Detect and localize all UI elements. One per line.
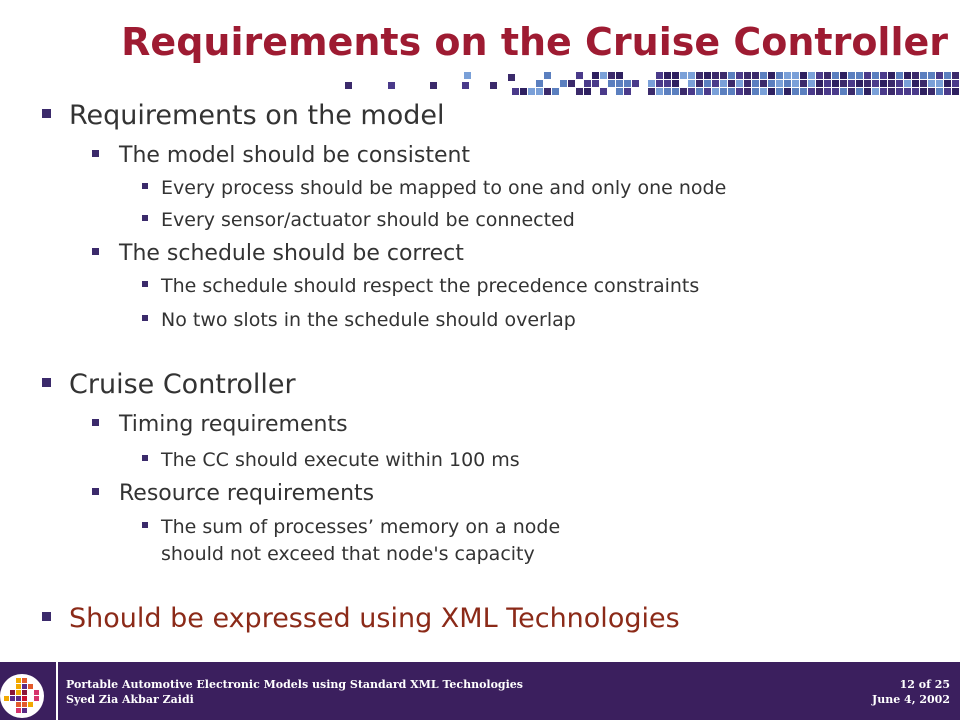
bullet-item [142, 514, 560, 568]
bullet-marker-icon [42, 378, 51, 387]
bullet-text: Every process should be mapped to one and only one node [161, 177, 727, 199]
bullet-text: The model should be consistent [119, 143, 471, 168]
bullet-marker-icon [42, 109, 51, 118]
footer-left [66, 677, 523, 707]
bullet-text: Resource requirements [119, 481, 375, 506]
bullet-marker-icon [92, 419, 99, 426]
bullet-marker-icon [142, 215, 148, 221]
bullet-marker-icon [142, 183, 148, 189]
bullet-item [42, 100, 444, 131]
footer-divider [56, 662, 58, 720]
presentation-date: June 4, 2002 [872, 693, 950, 706]
bullet-item [92, 143, 470, 168]
footer-right [872, 677, 950, 707]
bullet-item [92, 481, 374, 506]
footer-bar [0, 662, 960, 720]
bullet-item [142, 449, 520, 471]
bullet-text: Timing requirements [119, 412, 348, 437]
bullet-marker-icon [92, 248, 99, 255]
bullet-item [142, 209, 575, 231]
bullet-item-highlight [42, 603, 680, 634]
bullet-text: No two slots in the schedule should overlap [161, 309, 576, 331]
bullet-text: The schedule should be correct [119, 241, 464, 266]
bullet-marker-icon [142, 281, 148, 287]
bullet-text: The CC should execute within 100 ms [161, 449, 520, 471]
page-number: 12 of 25 [899, 678, 950, 691]
bullet-text: Every sensor/actuator should be connected [161, 209, 575, 231]
bullet-item [92, 412, 348, 437]
bullet-marker-icon [92, 150, 99, 157]
logo-icon [0, 662, 56, 720]
presentation-title: Portable Automotive Electronic Models using Standard XML Technologies [66, 678, 523, 691]
bullet-text: Cruise Controller [69, 369, 296, 400]
bullet-text-continuation: should not exceed that node's capacity [161, 543, 535, 565]
bullet-item [142, 309, 576, 331]
bullet-marker-icon [42, 612, 51, 621]
bullet-item [142, 275, 699, 297]
bullet-text: Requirements on the model [69, 100, 445, 131]
bullet-item [92, 241, 464, 266]
bullet-text: The sum of processes’ memory on a node [161, 516, 561, 538]
bullet-text: The schedule should respect the precedence constraints [161, 275, 700, 297]
bullet-text: Should be expressed using XML Technologies [69, 603, 680, 634]
bullet-marker-icon [142, 522, 148, 528]
bullet-marker-icon [142, 315, 148, 321]
bullet-marker-icon [92, 488, 99, 495]
bullet-marker-icon [142, 455, 148, 461]
slide-title: Requirements on the Cruise Controller [121, 20, 948, 64]
bullet-item [142, 177, 726, 199]
bullet-item [42, 369, 296, 400]
author-name: Syed Zia Akbar Zaidi [66, 693, 194, 706]
